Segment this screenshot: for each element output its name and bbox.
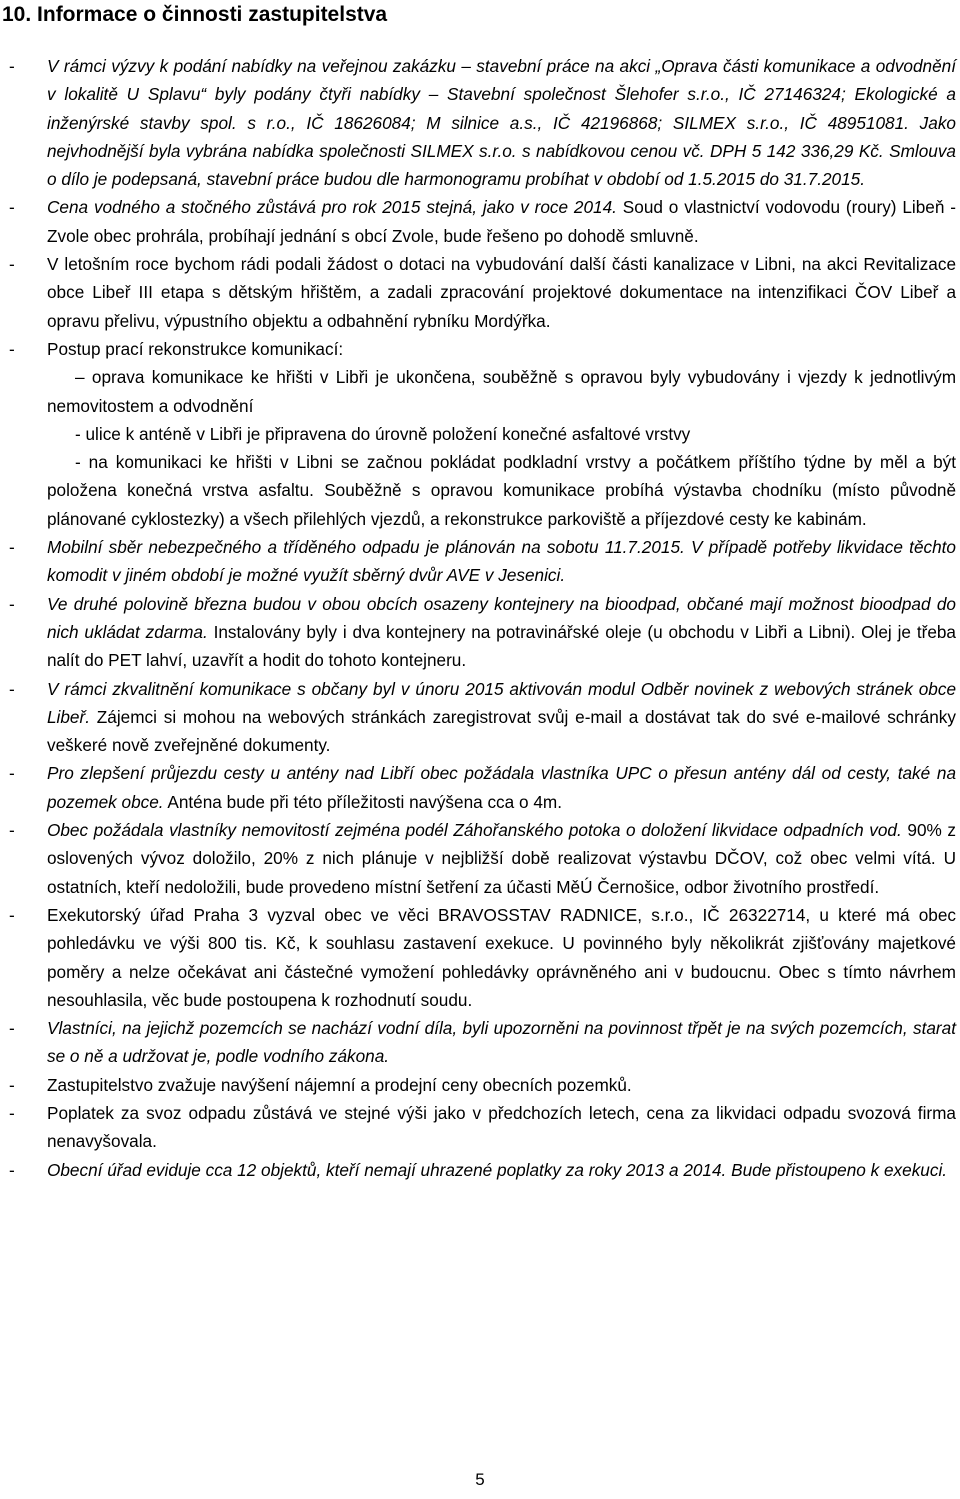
sub-item-body: oprava komunikace ke hřišti v Libři je ukončena, souběžně s opravou byly vybudovány i vjezdy k jednotlivým nemovitostem a odvodnění (47, 367, 957, 416)
list-item (0, 1014, 960, 1071)
item-text-continued: Anténa bude při této příležitosti navýšena cca o 4m. (163, 791, 562, 812)
item-text: Mobilní sběr nebezpečného a tříděného odpadu je plánován na sobotu 11.7.2015. V případě potřeby likvidace těchto komodit v jiném období je možné využít sběrný dvůr AVE v Jesenici. (47, 537, 956, 586)
sub-item-dash: – (75, 367, 85, 388)
item-text: Poplatek za svoz odpadu zůstává ve stejné výši jako v předchozích letech, cena za likvidaci odpadu svozová firma nenavyšovala. (47, 1102, 956, 1152)
list-bullet: - (9, 763, 15, 784)
list-item (0, 533, 960, 590)
list-bullet: - (9, 820, 15, 841)
page-number: 5 (475, 1470, 485, 1489)
item-text: Ve druhé polovině března budou v obou obcích osazeny kontejnery na bioodpad, občané mají možnost bioodpad do nich ukládat zdarma. (47, 593, 956, 642)
item-text-continued: Jako nejvhodnější byla vybrána nabídka společnosti SILMEX s.r.o. s nabídkovou cenou vč. DPH 5 142 336,29 Kč. Smlouva o dílo je podepsaná, stavební práce budou dle harmonogramu probíhat v období od 1.5.2015 do 31.7.2015. (47, 112, 956, 190)
list-bullet: - (9, 537, 15, 558)
activity-list (0, 52, 960, 1184)
list-bullet: - (9, 338, 15, 359)
item-text: Vlastníci, na jejichž pozemcích se nachází vodní díla, byli upozorněni na povinnost třpět je na svých pozemcích, starat se o ně a udržovat je, podle vodního zákona. (47, 1018, 956, 1067)
list-bullet: - (9, 254, 15, 275)
item-text: Postup prací rekonstrukce komunikací: (47, 338, 344, 359)
item-text: V rámci výzvy k podání nabídky na veřejnou zakázku – stavební práce na akci „Oprava části komunikace a odvodnění v lokalitě U Splavu“ byly podány čtyři nabídky – Stavební společnost Šlehofer s.r.o., IČ 27146324; Ekologické a inženýrské stavby spol. s r.o., IČ 18626084; M silnice a.s., IČ 42196868; SILMEX s.r.o., IČ 48951081. (47, 56, 956, 133)
item-text: V letošním roce bychom rádi podali žádost o dotaci na vybudování další části kanalizace v Libni, na akci Revitalizace obce Libeř III etapa s dětským hřištěm, a zadali zpracování projektové dokumentace na intenzifikaci ČOV Libeř a opravu přelivu, výpustního objektu a odbahnění rybníku Mordýřka. (47, 254, 956, 331)
list-item (0, 1156, 960, 1184)
item-text: Zastupitelstvo zvažuje navýšení nájemní a prodejní ceny obecních pozemků. (47, 1074, 632, 1095)
list-bullet: - (9, 56, 15, 76)
list-bullet: - (9, 904, 15, 925)
item-text: Pro zlepšení průjezdu cesty u antény nad Libří obec požádala vlastníka UPC o přesun antény dál od cesty, také na pozemek obce. (47, 763, 956, 812)
list-item (0, 675, 960, 760)
sub-item-text: - ulice k anténě v Libři je připravena do úrovně položení konečné asfaltové vrstvy (75, 423, 691, 444)
list-bullet: - (9, 1159, 15, 1180)
item-text: Obec požádala vlastníky nemovitostí zejména podél Záhořanského potoka o doložení likvidace odpadních vod. (47, 820, 902, 841)
list-item (0, 1099, 960, 1156)
item-text-continued: 90% z oslovených vývoz doložilo, 20% z nich plánuje v nejbližší době realizovat výstavbu DČOV, což obec velmi vítá. U ostatních, kteří nedoložili, bude provedeno místní šetření za účasti MěÚ Černošice, odbor životního prostředí. (47, 820, 956, 897)
sub-item-text (47, 448, 956, 533)
item-text-continued: Instalovány byly i dva kontejnery na potravinářské oleje (u obchodu v Libři a Libni). Olej je třeba nalít do PET lahví, uzavřít a hodit do tohoto kontejneru. (47, 621, 956, 671)
list-item (0, 193, 960, 250)
list-item (0, 901, 960, 1014)
list-item (0, 759, 960, 816)
list-item (0, 1071, 960, 1099)
item-text: Cena vodného a stočného zůstává pro rok 2015 stejná, jako v roce 2014. (47, 197, 617, 218)
list-item (0, 250, 960, 335)
list-item (0, 52, 960, 193)
sub-item-body: - na komunikaci ke hřišti v Libni se začnou pokládat podkladní vrstvy a počátkem příštího týdne by měl a být položena konečná vrstva asfaltu. (47, 452, 956, 501)
section-title: 10. Informace o činnosti zastupitelstva (2, 3, 388, 26)
list-item (0, 335, 960, 533)
list-bullet: - (9, 1102, 15, 1123)
list-bullet: - (9, 197, 15, 218)
list-bullet: - (9, 1074, 15, 1095)
list-item (0, 590, 960, 675)
list-item (0, 816, 960, 901)
sub-item-text (47, 363, 956, 420)
list-bullet: - (9, 1018, 15, 1039)
item-text: Exekutorský úřad Praha 3 vyzval obec ve věci BRAVOSSTAV RADNICE, s.r.o., IČ 26322714, u které má obec pohledávku ve výši 800 tis. Kč, k souhlasu zastavení exekuce. U povinného byly několikrát zjišťovány majetkové poměry a nelze očekávat ani částečné vymožení pohledávky oprávněného ani v budoucnu. Obec s tímto návrhem nesouhlasila, věc bude postoupena k rozhodnutí soudu. (47, 904, 956, 1010)
sub-item-body-continued: Souběžně s opravou komunikace probíhá výstavba chodníku (místo původně plánované cyklostezky) a všech přilehlých vjezdů, a rekonstrukce parkoviště a příjezdové cesty ke kabinám. (47, 480, 957, 529)
item-text-continued: Soud o vlastnictví vodovodu (roury) Libeň - Zvole obec prohrála, probíhají jednání s obcí Zvole, bude řešeno po dohodě smluvně. (47, 197, 956, 246)
list-bullet: - (9, 593, 15, 614)
item-text: Obecní úřad eviduje cca 12 objektů, kteří nemají uhrazené poplatky za roky 2013 a 2014. Bude přistoupeno k exekuci. (47, 1159, 948, 1180)
list-bullet: - (9, 678, 15, 699)
item-text-continued: Zájemci si mohou na webových stránkách zaregistrovat svůj e-mail a dostávat tak do své e-mailové schránky veškeré nově zveřejněné dokumenty. (47, 706, 956, 756)
item-text: V rámci zkvalitnění komunikace s občany byl v únoru 2015 aktivován modul Odběr novinek z webových stránek obce Libeř. (47, 678, 956, 727)
